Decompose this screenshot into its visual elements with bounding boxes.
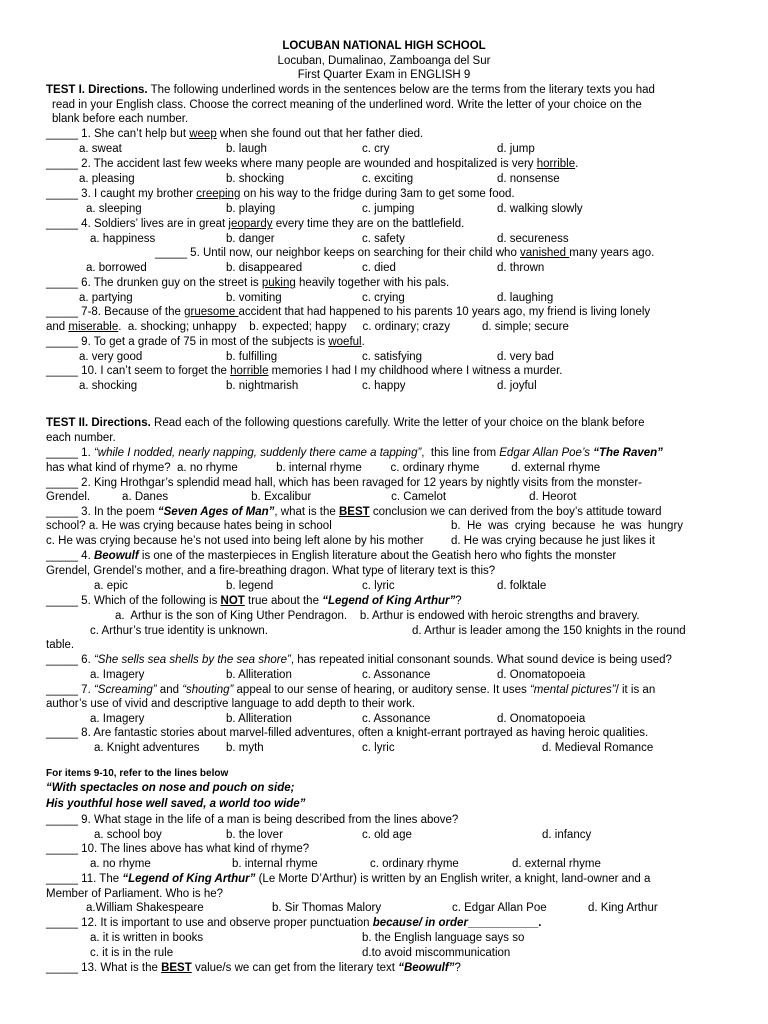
choice-a: a.William Shakespeare [86, 902, 204, 914]
school-address: Locuban, Dumalinao, Zamboanga del Sur [277, 55, 491, 67]
test1-q7-8-line2: and miserable. a. shocking; unhappy b. expected; happy c. ordinary; crazy d. simple; secure [46, 321, 569, 333]
choice-a: a. Imagery [90, 669, 145, 681]
choice-c: c. exciting [362, 173, 414, 185]
choice-c: c. cry [362, 143, 390, 155]
test1-directions: TEST I. Directions. The following underlined words in the sentences below are the terms from the literary texts you had [46, 84, 655, 96]
choice-b: b. nightmarish [226, 380, 299, 392]
choice-d: d. walking slowly [497, 203, 583, 215]
choice-d: d. external rhyme [512, 858, 601, 870]
choice-b: b. laugh [226, 143, 267, 155]
choice-b: b. playing [226, 203, 276, 215]
choice-c: c. Edgar Allan Poe [452, 902, 547, 914]
test2-q3-a: school? a. He was crying because hates being in school [46, 520, 332, 532]
choice-a: a. shocking [79, 380, 138, 392]
choice-b: b. myth [226, 742, 264, 754]
choice-d: d. secureness [497, 233, 569, 245]
choice-a: a. epic [94, 580, 128, 592]
test1-q2: _____ 2. The accident last few weeks where many people are wounded and hospitalized is very horrible. [46, 158, 579, 170]
test2-q7-line2: author’s use of vivid and descriptive language to add depth to their work. [46, 698, 416, 710]
choice-d: d. King Arthur [588, 902, 658, 914]
test2-q2-line2: Grendel. a. Danes b. Excalibur c. Camelot d. Heorot [46, 491, 577, 503]
choice-b: b. the English language says so [362, 932, 525, 944]
choice-c: c. died [362, 262, 396, 274]
test2-q5-c: c. Arthur’s true identity is unknown. [90, 625, 268, 637]
choice-b: b. fulfilling [226, 351, 278, 363]
test2-label: TEST II. Directions. [46, 417, 151, 429]
test1-q7-8: _____ 7-8. Because of the gruesome accident that had happened to his parents 10 years ago, my friend is living lonely [46, 306, 651, 318]
test2-q5-d: d. Arthur is leader among the 150 knights in the round [412, 625, 686, 637]
reference-line-1: “With spectacles on nose and pouch on side; [46, 782, 295, 794]
choice-a: a. it is written in books [90, 932, 204, 944]
choice-d: d. Onomatopoeia [497, 669, 586, 681]
choice-c: c. ordinary rhyme [370, 858, 459, 870]
test2-q5-line4: table. [46, 639, 75, 651]
test2-q1-line2: has what kind of rhyme? a. no rhyme b. internal rhyme c. ordinary rhyme d. external rhyme [46, 462, 601, 474]
choice-a: a. happiness [90, 233, 156, 245]
choice-b: b. vomiting [226, 292, 282, 304]
choice-a: a. very good [79, 351, 143, 363]
test2-q5-line2: a. Arthur is the son of King Uther Pendragon. b. Arthur is endowed with heroic strengths and bravery. [115, 610, 640, 622]
choice-b: b. disappeared [226, 262, 303, 274]
choice-d: d. Onomatopoeia [497, 713, 586, 725]
choice-d: d. jump [497, 143, 535, 155]
test2-q11-line2: Member of Parliament. Who is he? [46, 888, 224, 900]
choice-c: c. it is in the rule [90, 947, 174, 959]
choice-a: a. school boy [94, 829, 162, 841]
test2-q13: _____ 13. What is the BEST value/s we can get from the literary text “Beowulf”? [46, 962, 461, 974]
choice-d: d.to avoid miscommunication [362, 947, 511, 959]
choice-d: d. folktale [497, 580, 547, 592]
choice-a: a. sweat [79, 143, 122, 155]
choice-a: a. no rhyme [90, 858, 151, 870]
choice-c: c. happy [362, 380, 406, 392]
choice-d: d. nonsense [497, 173, 560, 185]
choice-c: c. satisfying [362, 351, 423, 363]
choice-a: a. Imagery [90, 713, 145, 725]
test2-q1: _____ 1. “while I nodded, nearly napping, suddenly there came a tapping”, this line from Edgar Allan Poe’s “The Raven” [46, 447, 663, 459]
school-name: LOCUBAN NATIONAL HIGH SCHOOL [282, 40, 486, 52]
choice-c: c. jumping [362, 203, 415, 215]
choice-a: a. Knight adventures [94, 742, 200, 754]
test1-q6: _____ 6. The drunken guy on the street is puking heavily together with his pals. [46, 277, 450, 289]
reference-line-2: His youthful hose well saved, a world too wide” [46, 798, 306, 810]
choice-c: c. safety [362, 233, 405, 245]
choice-a: a. borrowed [86, 262, 147, 274]
test2-q9: _____ 9. What stage in the life of a man is being described from the lines above? [46, 814, 459, 826]
choice-b: b. Alliteration [226, 713, 292, 725]
exam-title: First Quarter Exam in ENGLISH 9 [297, 69, 471, 81]
test1-q10: _____ 10. I can’t seem to forget the horrible memories I had I my childhood where I witness a murder. [46, 365, 563, 377]
choice-b: b. Alliteration [226, 669, 292, 681]
test2-directions: TEST II. Directions. Read each of the following questions carefully. Write the letter of your choice on the blank before [46, 417, 645, 429]
test1-label: TEST I. Directions. [46, 84, 148, 96]
test2-q4-line2: Grendel, Grendel’s mother, and a fire-breathing dragon. What type of literary text is this? [46, 565, 496, 577]
choice-a: a. partying [79, 292, 133, 304]
choice-d: d. laughing [497, 292, 554, 304]
test2-q3-d: d. He was crying because he just likes it [451, 535, 655, 547]
test2-q7: _____ 7. “Screaming” and “shouting” appeal to our sense of hearing, or auditory sense. It uses “mental pictures”/ it is an [46, 684, 656, 696]
choice-c: c. Assonance [362, 713, 431, 725]
choice-b: b. internal rhyme [232, 858, 318, 870]
test2-q8: _____ 8. Are fantastic stories about marvel-filled adventures, often a knight-errant portrayed as having heroic qualities. [46, 727, 649, 739]
choice-c: c. old age [362, 829, 412, 841]
test2-q2: _____ 2. King Hrothgar’s splendid mead hall, which has been ravaged for 12 years by nightly visits from the monster- [46, 477, 642, 489]
choice-c: c. Assonance [362, 669, 431, 681]
test2-q3: _____ 3. In the poem “Seven Ages of Man”, what is the BEST conclusion we can derived from the boy’s attitude toward [46, 506, 662, 518]
test2-q10: _____ 10. The lines above has what kind of rhyme? [46, 843, 310, 855]
test1-q4: _____ 4. Soldiers’ lives are in great jeopardy every time they are on the battlefield. [46, 218, 465, 230]
choice-d: d. joyful [497, 380, 537, 392]
test2-q3-b: b. He was crying because he was hungry [451, 520, 684, 532]
choice-d: d. Medieval Romance [542, 742, 654, 754]
test2-q3-c: c. He was crying because he’s not used into being left alone by his mother [46, 535, 424, 547]
choice-b: b. Sir Thomas Malory [272, 902, 382, 914]
test1-directions-line3: blank before each number. [52, 113, 189, 125]
choice-a: a. pleasing [79, 173, 135, 185]
choice-a: a. sleeping [86, 203, 142, 215]
test2-q11: _____ 11. The “Legend of King Arthur” (Le Morte D’Arthur) is written by an English writer, a knight, land-owner and a [46, 873, 651, 885]
choice-b: b. shocking [226, 173, 285, 185]
choice-d: d. thrown [497, 262, 545, 274]
choice-c: c. lyric [362, 580, 395, 592]
test1-q9: _____ 9. To get a grade of 75 in most of the subjects is woeful. [46, 336, 365, 348]
test2-q5: _____ 5. Which of the following is NOT true about the “Legend of King Arthur”? [46, 595, 462, 607]
test2-directions-line2: each number. [46, 432, 116, 444]
choice-d: d. infancy [542, 829, 592, 841]
test2-q4: _____ 4. Beowulf is one of the masterpieces in English literature about the Geatish hero who fights the monster [46, 550, 617, 562]
choice-c: c. lyric [362, 742, 395, 754]
test1-q3: _____ 3. I caught my brother creeping on his way to the fridge during 3am to get some food. [46, 188, 515, 200]
test1-directions-line2: read in your English class. Choose the correct meaning of the underlined word. Write the letter of your choice on the [52, 99, 642, 111]
choice-c: c. crying [362, 292, 405, 304]
test2-q12: _____ 12. It is important to use and observe proper punctuation because/ in order___________. [46, 917, 542, 929]
choice-b: b. the lover [226, 829, 283, 841]
test1-q5: _____ 5. Until now, our neighbor keeps on searching for their child who vanished many years ago. [155, 247, 655, 259]
choice-d: d. very bad [497, 351, 554, 363]
test2-q6: _____ 6. “She sells sea shells by the sea shore”, has repeated initial consonant sounds. What sound device is being used? [46, 654, 672, 666]
reference-label: For items 9-10, refer to the lines below [46, 768, 229, 779]
choice-b: b. legend [226, 580, 274, 592]
test1-q1: _____ 1. She can’t help but weep when she found out that her father died. [46, 128, 424, 140]
choice-b: b. danger [226, 233, 275, 245]
